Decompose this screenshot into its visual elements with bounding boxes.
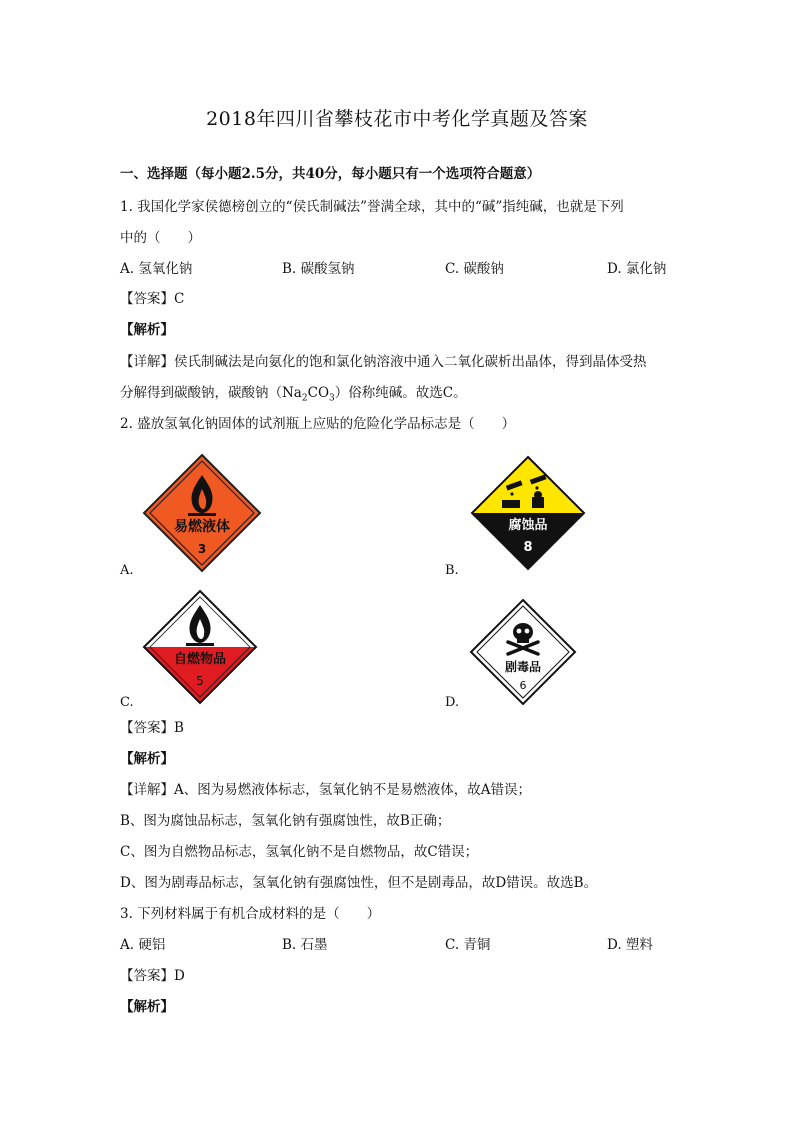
q2-detail-line3: C、图为自燃物品标志，氢氧化钠不是自燃物品，故C错误； — [120, 844, 479, 860]
q1-detail-line2: 分解得到碳酸钠，碳酸钠$(Na_2CO_3)$俗称纯碱。故选C。 — [120, 385, 467, 404]
q1-option-a: A. 氢氧化钠 — [120, 261, 193, 277]
q3-option-b: B. 石墨 — [282, 937, 328, 953]
hazard-sign-toxic — [468, 597, 578, 707]
q3-option-c: C. 青铜 — [445, 937, 491, 953]
q2-label-d: D. — [445, 695, 460, 710]
q1-detail-line1: 【详解】侯氏制碱法是向氨化的饱和氯化钠溶液中通入二氧化碳析出晶体，得到晶体受热 — [120, 354, 647, 370]
section-heading: 一、选择题（每小题2.5分，共40分，每小题只有一个选项符合题意） — [120, 166, 541, 182]
sign-b-text: 腐蚀品 — [508, 518, 548, 533]
q2-analysis-heading: 【解析】 — [120, 751, 174, 767]
sign-c-text: 自燃物品 — [173, 652, 227, 667]
q1-stem-line2: 中的（ ） — [120, 230, 201, 246]
sign-b-number: 8 — [523, 540, 533, 555]
sign-a-number: 3 — [197, 542, 207, 556]
q2-detail-line4: D、图为剧毒品标志，氢氧化钠有强腐蚀性，但不是剧毒品，故D错误。故选B。 — [120, 875, 598, 891]
q1-answer: 【答案】C — [120, 291, 185, 307]
q2-detail-line1: 【详解】A、图为易燃液体标志，氢氧化钠不是易燃液体，故A错误； — [120, 782, 531, 798]
q1-stem-line1: 1. 我国化学家侯德榜创立的“侯氏制碱法”誉满全球，其中的“碱”指纯碱，也就是下列 — [120, 199, 624, 215]
sign-d-text: 剧毒品 — [504, 660, 542, 674]
q3-stem: 3. 下列材料属于有机合成材料的是（ ） — [120, 906, 381, 922]
q2-label-b: B. — [445, 563, 459, 578]
q2-label-c: C. — [120, 695, 134, 710]
q2-answer: 【答案】B — [120, 720, 184, 736]
q2-detail-line2: B、图为腐蚀品标志，氢氧化钠有强腐蚀性，故B正确； — [120, 813, 451, 829]
q3-answer: 【答案】D — [120, 968, 185, 984]
q1-option-d: D. 氯化钠 — [607, 261, 667, 277]
q3-analysis-heading: 【解析】 — [120, 999, 174, 1015]
q2-label-a: A. — [120, 563, 134, 578]
page-title: 2018年四川省攀枝花市中考化学真题及答案 — [206, 108, 588, 130]
q2-stem: 2. 盛放氢氧化钠固体的试剂瓶上应贴的危险化学品标志是（ ） — [120, 416, 516, 432]
hazard-sign-spontaneously-combustible — [140, 587, 260, 707]
q1-analysis-heading: 【解析】 — [120, 322, 174, 338]
sign-a-text: 易燃液体 — [174, 519, 230, 535]
q1-option-b: B. 碳酸氢钠 — [282, 261, 355, 277]
sign-c-number: 5 — [196, 674, 204, 688]
q3-option-a: A. 硬铝 — [120, 937, 166, 953]
hazard-sign-corrosive — [468, 453, 588, 573]
q3-option-d: D. 塑料 — [607, 937, 653, 953]
hazard-sign-flammable-liquid — [142, 453, 262, 573]
sign-d-number: 6 — [519, 679, 527, 692]
q1-option-c: C. 碳酸钠 — [445, 261, 504, 277]
